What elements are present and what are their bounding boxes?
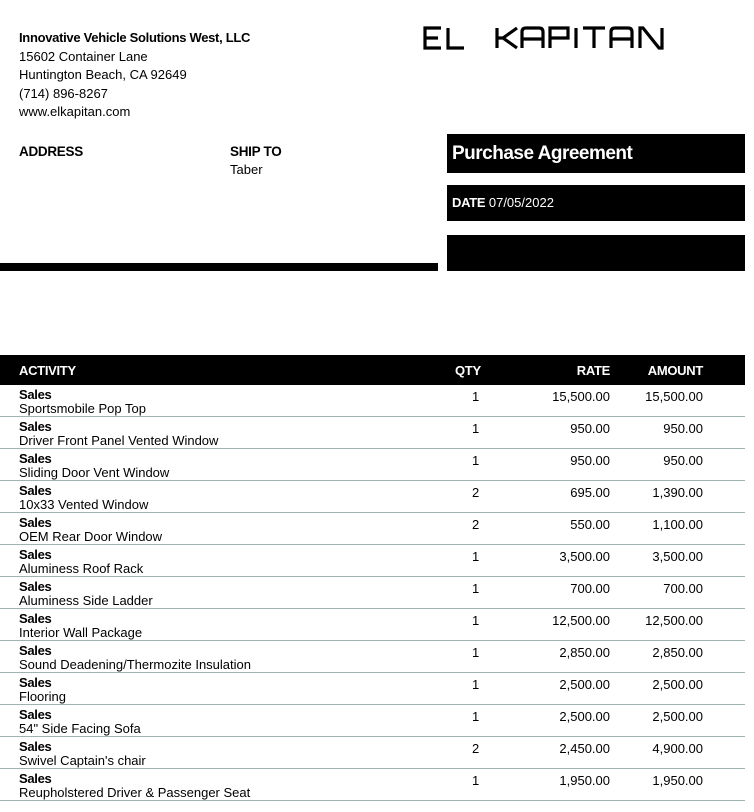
company-info (19, 29, 250, 122)
qty-cell: 1 (472, 645, 480, 660)
rate-cell: 700.00 (570, 581, 610, 596)
amount-cell: 950.00 (663, 453, 703, 468)
activity-description: Driver Front Panel Vented Window (19, 433, 219, 448)
blank-header-box (447, 235, 745, 271)
activity-type: Sales (19, 643, 52, 658)
table-row (0, 705, 745, 737)
date-box (447, 185, 745, 221)
table-row (0, 513, 745, 545)
activity-description: Aluminess Roof Rack (19, 561, 144, 576)
table-row (0, 737, 745, 769)
company-name: Innovative Vehicle Solutions West, LLC (19, 30, 251, 45)
rate-cell: 2,500.00 (559, 709, 610, 724)
table-row (0, 577, 745, 609)
qty-cell: 1 (472, 453, 480, 468)
qty-cell: 1 (472, 581, 480, 596)
qty-cell: 1 (472, 773, 480, 788)
activity-type: Sales (19, 483, 52, 498)
table-row (0, 769, 745, 801)
date-label: DATE (452, 195, 486, 210)
table-row (0, 417, 745, 449)
activity-type: Sales (19, 739, 52, 754)
table-row (0, 673, 745, 705)
activity-description: Flooring (19, 689, 66, 704)
company-website: www.elkapitan.com (19, 104, 131, 119)
activity-description: OEM Rear Door Window (19, 529, 163, 544)
amount-cell: 2,500.00 (652, 677, 703, 692)
rate-cell: 950.00 (570, 421, 610, 436)
rate-cell: 695.00 (570, 485, 610, 500)
activity-description: Sound Deadening/Thermozite Insulation (19, 657, 251, 672)
activity-description: 10x33 Vented Window (19, 497, 149, 512)
table-row (0, 481, 745, 513)
el-kapitan-logo (421, 22, 713, 56)
activity-description: Reupholstered Driver & Passenger Seat (19, 785, 251, 800)
document-title: Purchase Agreement (447, 134, 745, 173)
amount-cell: 2,850.00 (652, 645, 703, 660)
rate-cell: 2,500.00 (559, 677, 610, 692)
address-label: ADDRESS (19, 144, 83, 159)
qty-cell: 2 (472, 485, 480, 500)
activity-type: Sales (19, 515, 52, 530)
header-activity: ACTIVITY (19, 363, 76, 378)
company-street: 15602 Container Lane (19, 48, 148, 64)
amount-cell: 1,100.00 (652, 517, 703, 532)
table-row (0, 609, 745, 641)
amount-cell: 12,500.00 (645, 613, 703, 628)
activity-type: Sales (19, 579, 52, 594)
company-city: Huntington Beach, CA 92649 (19, 67, 187, 82)
qty-cell: 1 (472, 421, 480, 436)
amount-cell: 950.00 (663, 421, 703, 436)
table-body (0, 385, 745, 801)
qty-cell: 1 (472, 613, 480, 628)
amount-cell: 4,900.00 (652, 741, 703, 756)
ship-to-label: SHIP TO (230, 144, 282, 159)
activity-description: Swivel Captain's chair (19, 753, 146, 768)
table-row (0, 545, 745, 577)
activity-type: Sales (19, 547, 52, 562)
header-rate: RATE (576, 363, 610, 378)
divider-bar (0, 263, 438, 271)
activity-description: Interior Wall Package (19, 625, 143, 640)
amount-cell: 1,950.00 (652, 773, 703, 788)
date-value: 07/05/2022 (488, 195, 554, 210)
activity-description: Sportsmobile Pop Top (19, 401, 146, 416)
table-row (0, 641, 745, 673)
table-row (0, 385, 745, 417)
rate-cell: 12,500.00 (552, 613, 610, 628)
rate-cell: 2,450.00 (559, 741, 610, 756)
activity-type: Sales (19, 419, 52, 434)
table-header (0, 355, 745, 385)
activity-type: Sales (19, 387, 52, 402)
rate-cell: 15,500.00 (552, 389, 610, 404)
amount-cell: 15,500.00 (645, 389, 703, 404)
rate-cell: 2,850.00 (559, 645, 610, 660)
rate-cell: 3,500.00 (559, 549, 610, 564)
amount-cell: 2,500.00 (652, 709, 703, 724)
qty-cell: 1 (472, 709, 480, 724)
rate-cell: 550.00 (570, 517, 610, 532)
rate-cell: 1,950.00 (559, 773, 610, 788)
activity-type: Sales (19, 707, 52, 722)
table-row (0, 449, 745, 481)
activity-type: Sales (19, 675, 52, 690)
activity-type: Sales (19, 451, 52, 466)
amount-cell: 700.00 (663, 581, 703, 596)
company-phone: (714) 896-8267 (19, 85, 108, 101)
amount-cell: 3,500.00 (652, 549, 703, 564)
line-items-table (0, 355, 745, 801)
qty-cell: 1 (472, 549, 480, 564)
qty-cell: 2 (472, 517, 480, 532)
activity-description: Sliding Door Vent Window (19, 465, 170, 480)
amount-cell: 1,390.00 (652, 485, 703, 500)
header-amount: AMOUNT (647, 363, 703, 378)
activity-type: Sales (19, 771, 52, 786)
activity-type: Sales (19, 611, 52, 626)
qty-cell: 1 (472, 677, 480, 692)
header-qty: QTY (455, 363, 481, 378)
qty-cell: 1 (472, 389, 480, 404)
qty-cell: 2 (472, 741, 480, 756)
activity-description: 54" Side Facing Sofa (19, 721, 141, 736)
rate-cell: 950.00 (570, 453, 610, 468)
ship-to-value: Taber (230, 162, 263, 177)
activity-description: Aluminess Side Ladder (19, 593, 153, 608)
